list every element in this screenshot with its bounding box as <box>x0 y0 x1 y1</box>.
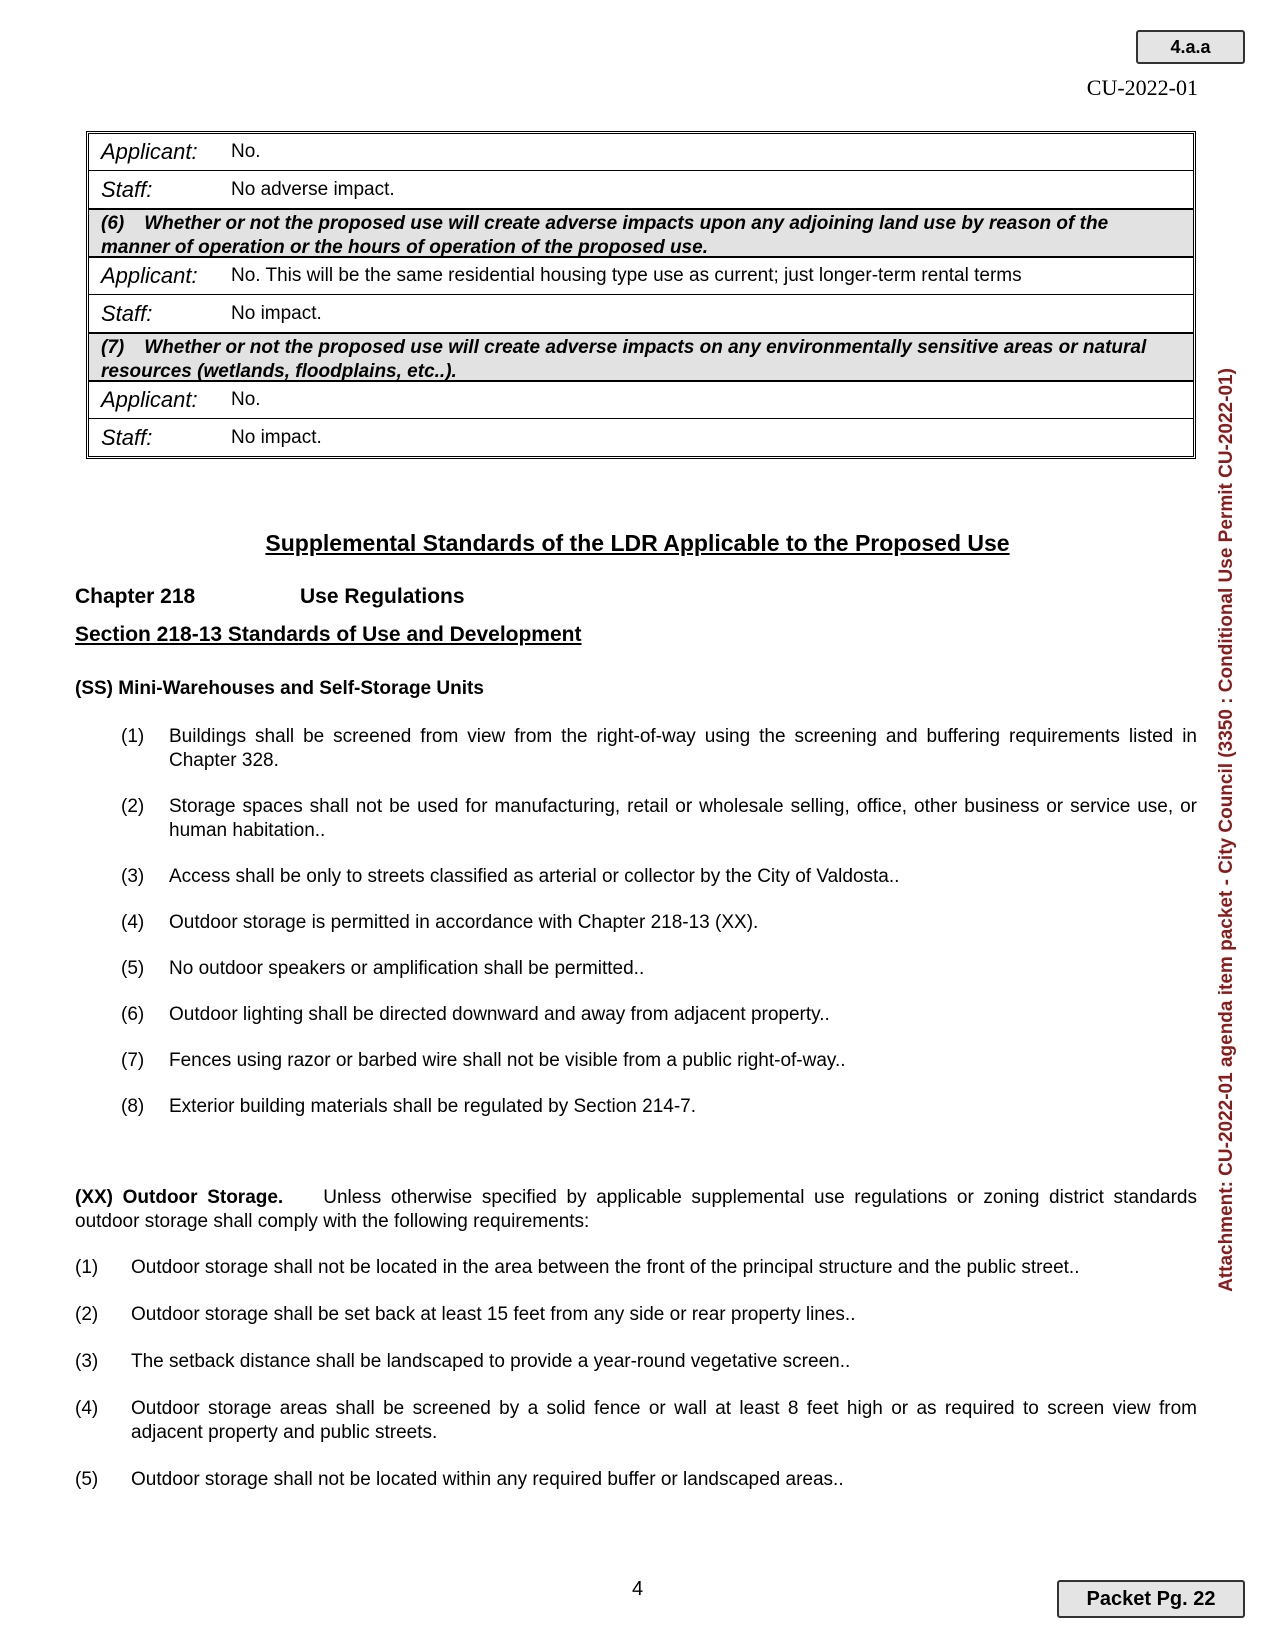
item-number: (1) <box>75 1257 99 1278</box>
list-item <box>75 1303 1197 1327</box>
item-number: (6) <box>121 1004 145 1025</box>
item-number: (2) <box>121 796 145 817</box>
item-number: (8) <box>121 1096 145 1117</box>
xx-list <box>75 1256 1197 1492</box>
ss-list <box>121 725 1197 1119</box>
row-answer: No. This will be the same residential housing type use as current; just longer-term rental terms <box>231 265 1022 286</box>
item-text: Outdoor storage shall not be located within any required buffer or landscaped areas.. <box>131 1469 844 1490</box>
chapter-label: Chapter 218 <box>75 585 196 608</box>
list-item <box>121 1049 1197 1073</box>
row-label: Staff: <box>101 176 153 202</box>
table-row <box>89 171 1193 208</box>
row-answer: No. <box>231 141 261 162</box>
packet-page-badge: Packet Pg. 22 <box>1057 1580 1245 1618</box>
item-text: Outdoor storage areas shall be screened by a solid fence or wall at least 8 feet high or as required to screen view from adjacent property and public streets. <box>131 1398 1197 1443</box>
agenda-item-badge: 4.a.a <box>1136 30 1245 64</box>
item-text: No outdoor speakers or amplification shall be permitted.. <box>169 958 645 979</box>
row-answer: No impact. <box>231 426 322 448</box>
supplemental-standards-title <box>0 530 1275 557</box>
item-text: Fences using razor or barbed wire shall not be visible from a public right-of-way.. <box>169 1050 846 1071</box>
item-text: Outdoor storage shall be set back at least 15 feet from any side or rear property lines.. <box>131 1304 856 1325</box>
criterion-6-question <box>89 208 1193 258</box>
criteria-table <box>86 131 1196 459</box>
row-answer: No adverse impact. <box>231 178 395 200</box>
table-row <box>89 258 1193 295</box>
item-text: The setback distance shall be landscaped to provide a year-round vegetative screen.. <box>131 1351 851 1372</box>
list-item <box>121 957 1197 981</box>
section-heading: Section 218-13 Standards of Use and Development <box>75 623 582 646</box>
row-label: Applicant: <box>101 139 198 164</box>
row-label: Staff: <box>101 300 153 326</box>
item-text: Access shall be only to streets classified as arterial or collector by the City of Valdosta.. <box>169 866 900 887</box>
item-number: (1) <box>121 726 145 747</box>
title-text: Supplemental Standards of the LDR Applicable to the Proposed Use <box>265 530 1010 556</box>
item-number: (3) <box>121 866 145 887</box>
attachment-side-caption: Attachment: CU-2022-01 agenda item packet - City Council (3350 : Conditional Use Permit CU-2022-01) <box>1216 368 1237 1292</box>
criterion-text: Whether or not the proposed use will create adverse impacts on any environmentally sensitive areas or natural resources (wetlands, floodplains, etc..). <box>101 337 1147 382</box>
ss-heading: (SS) Mini-Warehouses and Self-Storage Units <box>75 678 484 699</box>
item-text: Outdoor lighting shall be directed downward and away from adjacent property.. <box>169 1004 830 1025</box>
item-number: (5) <box>121 958 145 979</box>
item-text: Buildings shall be screened from view from the right-of-way using the screening and buffering requirements listed in Chapter 328. <box>169 726 1197 771</box>
list-item <box>75 1256 1197 1280</box>
case-number: CU-2022-01 <box>1086 75 1198 100</box>
row-answer: No impact. <box>231 302 322 324</box>
item-text: Outdoor storage is permitted in accordance with Chapter 218-13 (XX). <box>169 912 759 933</box>
list-item <box>75 1397 1197 1445</box>
criterion-text: Whether or not the proposed use will create adverse impacts upon any adjoining land use by reason of the manner of operation or the hours of operation of the proposed use. <box>101 213 1109 258</box>
list-item <box>121 911 1197 935</box>
item-text: Exterior building materials shall be regulated by Section 214-7. <box>169 1096 697 1117</box>
criterion-number: (7) <box>101 337 125 358</box>
chapter-title: Use Regulations <box>300 585 465 608</box>
item-number: (5) <box>75 1469 99 1490</box>
item-text: Outdoor storage shall not be located in the area between the front of the principal structure and the public street.. <box>131 1257 1080 1278</box>
list-item <box>121 725 1197 773</box>
list-item <box>121 1003 1197 1027</box>
list-item <box>121 1095 1197 1119</box>
outdoor-storage-intro <box>75 1186 1197 1234</box>
table-row <box>89 382 1193 419</box>
table-row <box>89 419 1193 456</box>
item-number: (7) <box>121 1050 145 1071</box>
chapter-heading <box>75 585 465 609</box>
table-row <box>89 134 1193 171</box>
row-label: Applicant: <box>101 387 198 412</box>
criterion-7-question <box>89 332 1193 382</box>
xx-heading: (XX) Outdoor Storage. <box>75 1187 284 1208</box>
list-item <box>121 795 1197 843</box>
row-label: Staff: <box>101 424 153 450</box>
item-number: (4) <box>75 1398 99 1419</box>
list-item <box>75 1350 1197 1374</box>
item-number: (2) <box>75 1304 99 1325</box>
list-item <box>75 1468 1197 1492</box>
list-item <box>121 865 1197 889</box>
item-number: (3) <box>75 1351 99 1372</box>
item-text: Storage spaces shall not be used for manufacturing, retail or wholesale selling, office, other business or service use, or human habitation.. <box>169 796 1197 841</box>
row-answer: No. <box>231 389 261 410</box>
table-row <box>89 295 1193 332</box>
item-number: (4) <box>121 912 145 933</box>
criterion-number: (6) <box>101 213 125 234</box>
row-label: Applicant: <box>101 263 198 288</box>
page-number: 4 <box>631 1578 644 1600</box>
xx-intro-text: Unless otherwise specified by applicable supplemental use regulations or zoning district standards outdoor storage shall comply with the following requirements: <box>75 1187 1198 1232</box>
